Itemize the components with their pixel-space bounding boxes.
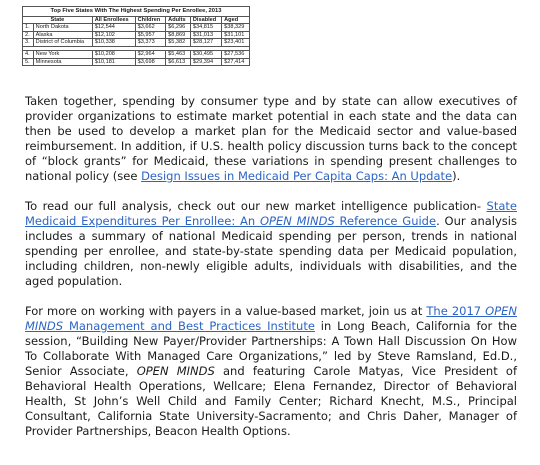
p3-mid: in Long Beach, California for the session, “Building New Payer/Provider Partnerships: A Town Hall Discussion On How To Collaborate With Managed Care Organizations,” led by Steve Ramsland, Ed.D., Senior Associate,: [25, 319, 517, 378]
table-row: [23, 24, 250, 32]
p2-rest: . Our analysis includes a summary of national Medicaid spending per person, trends in national spending per enrollee, and state-by-state spending data per Medicaid population, including children, non-newly eligible adults, individuals with disabilities, and the aged population.: [25, 214, 517, 288]
row-all: $10,208: [92, 50, 135, 58]
table-row: [23, 50, 250, 58]
header-all: All Enrollees: [92, 16, 135, 24]
link-institute-part2: OPEN MINDS: [25, 304, 518, 333]
header-adults: Adults: [166, 16, 191, 24]
row-aged: $27,414: [222, 58, 250, 66]
row-state: North Dakota: [33, 24, 92, 32]
row-state: Alaska: [33, 31, 92, 39]
link-institute-part1: The 2017: [426, 304, 486, 318]
header-state: State: [23, 16, 93, 24]
link-reference-guide-part3: Reference Guide: [334, 214, 437, 228]
row-adults: $8,869: [166, 31, 191, 39]
row-rank: 5.: [23, 58, 34, 66]
link-reference-guide-part2: OPEN MINDS: [259, 214, 335, 228]
table-row: [23, 58, 250, 66]
row-all: $10,181: [92, 58, 135, 66]
p2-lead: To read our full analysis, check out our new market intelligence publication-: [25, 199, 487, 213]
row-disabled: $30,495: [190, 50, 221, 58]
row-all: $10,338: [92, 39, 135, 47]
p3-tail: and featuring Carole Matyas, Vice President of Behavioral Health Operations, Wellcare; Elena Fernandez, Director of Behavioral Health, St John’s Well Child and Family Center; Richard Knecht, M.S., Principal Consultant, California State University-Sacramento; and Chris Daher, Manager of Provider Partnerships, Beacon Health Options.: [25, 364, 517, 438]
table-row: [23, 31, 250, 39]
p1-text: Taken together, spending by consumer type and by state can allow executives of provider organizations to estimate market potential in each state and the data can then be used to develop a market plan for the Medicaid sector and value-based reimbursement. In addition, if U.S. health policy discussion turns back to the concept of “block grants” for Medicaid, these variations in spending present challenges to national policy (see: [25, 94, 517, 183]
row-aged: $31,101: [222, 31, 250, 39]
link-reference-guide-part1: State Medicaid Expenditures Per Enrollee: An: [25, 199, 517, 228]
row-disabled: $28,127: [190, 39, 221, 47]
row-adults: $5,382: [166, 39, 191, 47]
p3-open-minds: OPEN MINDS: [136, 364, 215, 378]
paragraph-institute-session: [25, 304, 517, 439]
row-rank: 1.: [23, 24, 34, 32]
row-adults: $6,296: [166, 24, 191, 32]
row-state: Minnesota: [33, 58, 92, 66]
table-row: [23, 39, 250, 47]
row-children: $2,964: [135, 50, 166, 58]
p1-end: ).: [452, 169, 461, 183]
row-children: $3,373: [135, 39, 166, 47]
spending-table-figure: [22, 6, 250, 66]
table-caption: Top Five States With The Highest Spending Per Enrollee, 2013: [22, 6, 250, 16]
row-children: $5,957: [135, 31, 166, 39]
paragraph-full-analysis: [25, 199, 517, 289]
row-state: District of Columbia: [33, 39, 92, 47]
row-children: $3,662: [135, 24, 166, 32]
row-state: New York: [33, 50, 92, 58]
row-adults: $6,613: [166, 58, 191, 66]
p3-lead: For more on working with payers in a value-based market, join us at: [25, 304, 427, 318]
spending-table: [22, 6, 250, 66]
row-rank: 3.: [23, 39, 34, 47]
article-body: [25, 94, 517, 454]
row-all: $12,544: [92, 24, 135, 32]
row-aged: $23,401: [222, 39, 250, 47]
row-disabled: $31,013: [190, 31, 221, 39]
link-institute-part3: Management and Best Practices Institute: [63, 319, 315, 333]
row-rank: 2.: [23, 31, 34, 39]
header-children: Children: [135, 16, 166, 24]
paragraph-market-potential: [25, 94, 517, 184]
row-adults: $5,463: [166, 50, 191, 58]
row-aged: $27,536: [222, 50, 250, 58]
header-aged: Aged: [222, 16, 250, 24]
link-per-capita-caps[interactable]: Design Issues in Medicaid Per Capita Caps: An Update: [141, 169, 453, 183]
table-header-row: [23, 16, 250, 24]
row-disabled: $34,815: [190, 24, 221, 32]
row-rank: 4.: [23, 50, 34, 58]
row-disabled: $29,394: [190, 58, 221, 66]
row-children: $3,698: [135, 58, 166, 66]
header-disabled: Disabled: [190, 16, 221, 24]
row-all: $12,102: [92, 31, 135, 39]
row-aged: $38,329: [222, 24, 250, 32]
